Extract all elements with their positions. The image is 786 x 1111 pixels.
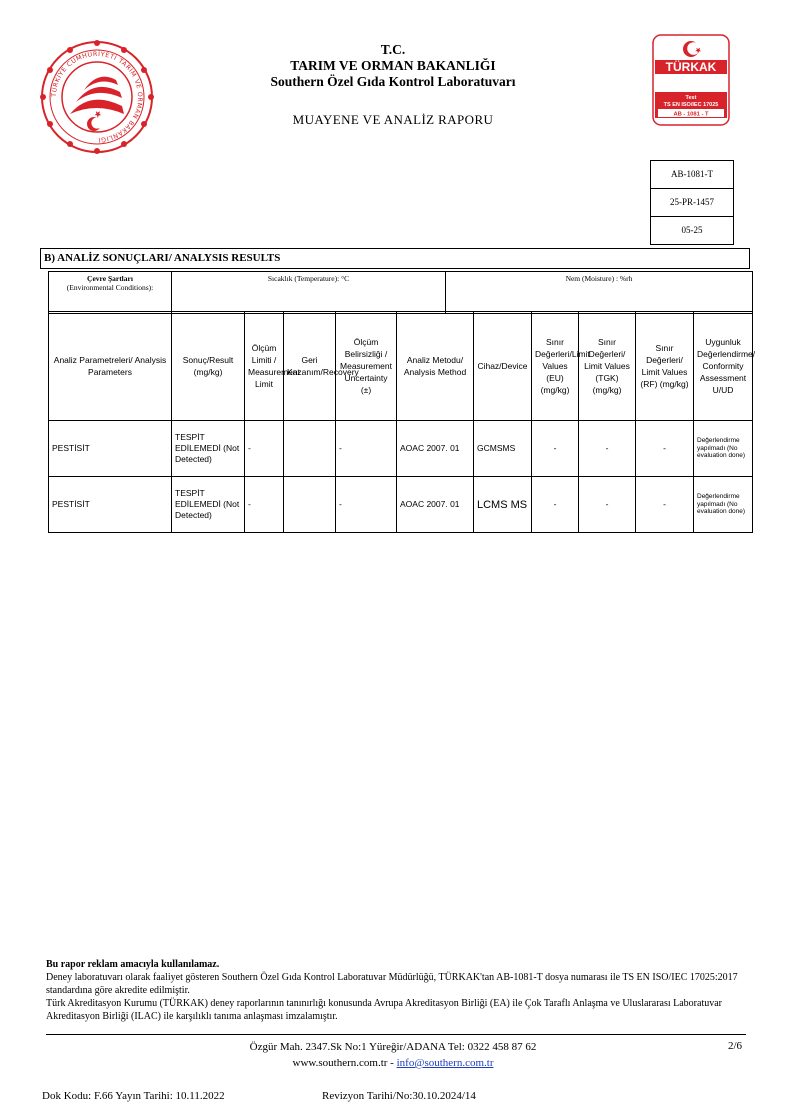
results-table (48, 311, 756, 533)
svg-text:TS EN ISO/IEC 17025: TS EN ISO/IEC 17025 (663, 102, 719, 108)
header-ministry: TARIM VE ORMAN BAKANLIĞI (290, 58, 496, 73)
table-row (49, 477, 753, 533)
col-limit-rf: Sınır Değerleri/ Limit Values (RF) (mg/kg) (636, 312, 694, 421)
cell-limit-tgk: - (579, 477, 636, 533)
document-code: Dok Kodu: F.66 Yayın Tarihi: 10.11.2022 (42, 1090, 225, 1102)
conditions-table (48, 271, 753, 314)
conditions-label-bold: Çevre Şartları (87, 274, 133, 283)
col-result: Sonuç/Result (mg/kg) (172, 312, 245, 421)
col-device: Cihaz/Device (474, 312, 532, 421)
col-recovery: Geri Kazanım/Recovery (284, 312, 336, 421)
report-title: MUAYENE VE ANALİZ RAPORU (292, 112, 494, 127)
accreditation-number: AB-1081-T (651, 161, 733, 189)
report-date: 05-25 (681, 225, 703, 235)
cell-conformity: Değerlendirme yapılmadı (No evaluation done) (694, 477, 753, 533)
col-limit-eu: Sınır Değerleri/Limit Values (EU) (mg/kg) (532, 312, 579, 421)
cell-method: AOAC 2007. 01 (397, 421, 474, 477)
reference-box (650, 160, 734, 245)
accreditation-statement: Deney laboratuvarı olarak faaliyet gösteren Southern Özel Gıda Kontrol Laboratuvar Müdürlüğü, TÜRKAK'tan AB-1081-T dosya numarası ile TS EN ISO/IEC 17025:2017 standardına göre akredite edilmiştir. (46, 972, 738, 996)
advertising-disclaimer: Bu rapor reklam amacıyla kullanılamaz. (46, 959, 220, 970)
cell-result: TESPİT EDİLEMEDİ (Not Detected) (172, 421, 245, 477)
cell-recovery (284, 477, 336, 533)
svg-text:TÜRKİYE CUMHURİYETİ TARIM VE O: TÜRKİYE CUMHURİYETİ TARIM VE ORMAN BAKANLIĞI (50, 50, 144, 144)
cell-device: LCMS MS (474, 477, 532, 533)
svg-text:TÜRKAK: TÜRKAK (665, 60, 717, 74)
section-title: B) ANALİZ SONUÇLARI/ ANALYSIS RESULTS (40, 248, 750, 269)
footer-contact (0, 1056, 786, 1071)
col-limit: Ölçüm Limiti / Measurement Limit (245, 312, 284, 421)
revision-info: Revizyon Tarihi/No:30.10.2024/14 (322, 1090, 476, 1102)
page-number: 2/6 (728, 1040, 743, 1052)
col-limit-tgk: Sınır Değerleri/ Limit Values (TGK) (mg/kg) (579, 312, 636, 421)
cell-limit-rf: - (636, 477, 694, 533)
cell-uncertainty: - (336, 477, 397, 533)
cell-limit-eu: - (532, 477, 579, 533)
cell-parameter: PESTİSİT (49, 421, 172, 477)
email-link[interactable]: info@southern.com.tr (396, 1057, 494, 1069)
cell-limit-tgk: - (579, 421, 636, 477)
cell-result: TESPİT EDİLEMEDİ (Not Detected) (172, 477, 245, 533)
cell-uncertainty: - (336, 421, 397, 477)
cell-device: GCMSMS (474, 421, 532, 477)
col-conformity: Uygunluk Değerlendirme/ Conformity Assessment U/UD (694, 312, 753, 421)
svg-text:AB - 1081 - T: AB - 1081 - T (673, 111, 709, 118)
svg-text:Test: Test (685, 95, 697, 101)
results-header-row (49, 312, 753, 421)
website-link[interactable]: www.southern.com.tr (292, 1057, 388, 1069)
header-tc: T.C. (380, 42, 406, 57)
table-row (49, 421, 753, 477)
cell-limit-rf: - (636, 421, 694, 477)
col-method: Analiz Metodu/ Analysis Method (397, 312, 474, 421)
cell-recovery (284, 421, 336, 477)
conditions-label (49, 272, 172, 314)
report-number: 25-PR-1457 (651, 189, 733, 217)
cell-conformity: Değerlendirme yapılmadı (No evaluation done) (694, 421, 753, 477)
col-parameter: Analiz Parametreleri/ Analysis Parameters (49, 312, 172, 421)
conditions-label-rest: (Environmental Conditions): (66, 283, 154, 292)
cell-method: AOAC 2007. 01 (397, 477, 474, 533)
footer-divider (46, 1034, 746, 1035)
cell-limit-eu: - (532, 421, 579, 477)
cell-limit: - (245, 477, 284, 533)
cell-parameter: PESTİSİT (49, 477, 172, 533)
header-laboratory: Southern Özel Gıda Kontrol Laboratuvarı (270, 74, 516, 89)
contact-separator: - (387, 1057, 397, 1069)
col-uncertainty: Ölçüm Belirsizliği / Measurement Uncertainty (±) (336, 312, 397, 421)
recognition-statement: Türk Akreditasyon Kurumu (TÜRKAK) deney raporlarının tanınırlığı konusunda Avrupa Akreditasyon Birliği (EA) ile Çok Taraflı Anlaşma ve Uluslararası Laboratuvar Akreditasyon Birliği (ILAC) ile karşılıklı tanıma anlaşması imzalamıştır. (46, 998, 722, 1022)
footer-address: Özgür Mah. 2347.Sk No:1 Yüreğir/ADANA Tel: 0322 458 87 62 (249, 1041, 537, 1053)
moisture-cell: Nem (Moisture) : %rh (446, 272, 753, 314)
temperature-cell: Sıcaklık (Temperature): °C (172, 272, 446, 314)
report-notes (46, 958, 746, 1023)
cell-limit: - (245, 421, 284, 477)
